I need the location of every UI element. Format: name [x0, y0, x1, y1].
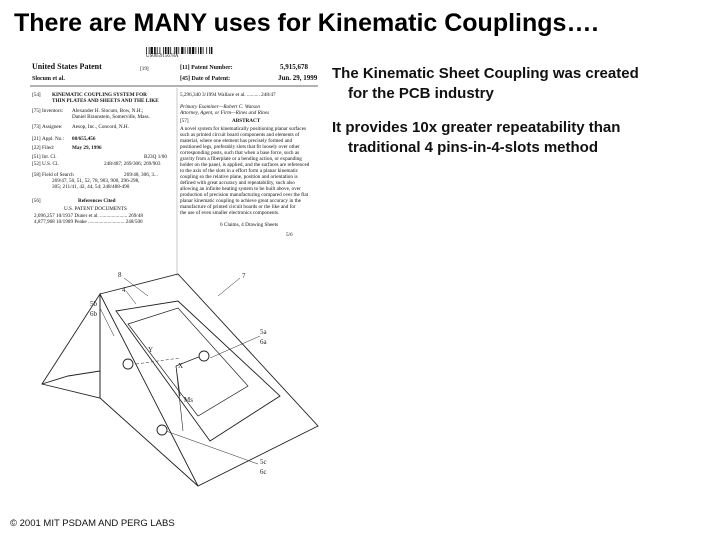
drawing-label: 6c [260, 468, 267, 476]
claims-line: 6 Claims, 4 Drawing Sheets [220, 222, 279, 228]
us-docs-label: U.S. PATENT DOCUMENTS [64, 206, 127, 212]
refs-label: References Cited [78, 198, 116, 204]
search-value: 305; 211/41, 42, 44, 54; 248/488-490 [52, 184, 130, 190]
inventors-label: Inventors: [42, 108, 64, 114]
kinematic-coupling-figure [42, 274, 318, 486]
assignee-label: Assignee: [42, 124, 63, 130]
bullet-2-line1: It provides 10x greater repeatability than [332, 119, 621, 136]
abstract-line: manufacture of printed circuit boards or the like and for [180, 204, 296, 210]
uscl-label: U.S. Cl. [42, 161, 59, 167]
intcl-label: Int. Cl. [42, 154, 57, 160]
field-code: [73] [32, 124, 41, 130]
bullet-1 [332, 64, 639, 104]
abstract-line: corresponding posts, such that when a base force, such as [180, 150, 300, 156]
field-code: [56] [32, 198, 41, 204]
field-code: [21] [32, 136, 41, 142]
drawing-label: Y [148, 346, 154, 354]
patent-date: Jun. 29, 1999 [278, 74, 318, 82]
abstract-line: material, where one element has precisely formed and [180, 138, 293, 144]
field-code: [51] [32, 154, 41, 160]
barcode-number: US005915678A [146, 54, 179, 59]
sheet-number: 5/6 [286, 232, 293, 238]
field-code: [58] [32, 172, 41, 178]
reference-entry: 4,877,968 10/1989 Peake ............................ 248/500 [34, 219, 143, 225]
patent-title-line: KINEMATIC COUPLING SYSTEM FOR [52, 92, 147, 98]
abstract-line: the use of even smaller electronics components. [180, 210, 280, 216]
drawing-label: 5b [90, 300, 97, 308]
field-code: [22] [32, 145, 41, 151]
bullet-1-line1: The Kinematic Sheet Coupling was created [332, 65, 639, 82]
bullet-1-line2: for the PCB industry [348, 85, 494, 102]
abstract-line: allowing an infinite heating system to be built above, over [180, 186, 301, 192]
search-value: 269/47, 50, 51, 52, 78, 903, 900, 296-298, [52, 178, 140, 184]
barcode [146, 47, 212, 54]
drawing-label: 7 [242, 272, 246, 280]
assignee-value: Aesop, Inc., Concord, N.H. [72, 124, 129, 130]
appl-label: Appl. No.: [42, 136, 65, 142]
appl-value: 08/655,456 [72, 136, 96, 142]
abstract-label: ABSTRACT [232, 118, 261, 124]
abstract-line: A novel system for kinematically positioning planar surfaces [180, 126, 307, 132]
search-label: Field of Search [42, 172, 74, 178]
abstract-line: gravity from a fiberplate or a bending action, or expanding [180, 156, 302, 162]
abstract-line: holder on the panel, is applied, and the surfaces are referenced [180, 162, 310, 168]
patent-number-label: [11] Patent Number: [180, 65, 233, 71]
drawing-label: 6a [260, 338, 267, 346]
drawing-label: 5c [260, 458, 267, 466]
inventors-value: Daniel Braunstein, Somerville, Mass. [72, 114, 150, 120]
abstract-line: to the axis of the slots in a effort form a planar kinematic [180, 168, 299, 174]
abstract-line: such as printed circuit board components and elements of [180, 132, 300, 138]
reference-entry: 2,096,257 10/1937 Duner et al. ..................... 269/48 [34, 213, 143, 219]
drawing-label: Ms [184, 396, 193, 404]
inventors-value: Alexander H. Slocum, Bow, N.H.; [72, 108, 144, 114]
abstract-line: defined with great accuracy and repeatability, such also [180, 180, 295, 186]
bullet-2 [332, 118, 620, 158]
patent-title-line: THIN PLATES AND SHEETS AND THE LIKE [52, 98, 159, 104]
intcl-value: B23Q 1/00 [144, 154, 167, 160]
patent-number: 5,915,678 [280, 63, 308, 71]
drawing-label: 5a [260, 328, 267, 336]
field-code: [52] [32, 161, 41, 167]
patent-header: United States Patent [32, 62, 102, 71]
field-code: [75] [32, 108, 41, 114]
search-value: 269/48, 306, 3... [124, 172, 158, 178]
filed-value: May 29, 1996 [72, 145, 102, 151]
examiner: Primary Examiner—Robert C. Watson [180, 104, 260, 110]
patent-document-image [28, 46, 320, 516]
abstract-line: planar kinematic coupling to achieve great accuracy in the [180, 198, 301, 204]
abstract-line: coupling so the relative plane, position and orientation is [180, 174, 298, 180]
drawing-label: 4 [122, 286, 126, 294]
reference-entry: 5,296,340 3/1994 Wallace et al. .......... 248/47 [180, 92, 276, 98]
inventor-line: Slocum et al. [32, 76, 65, 82]
attorney: Attorney, Agent, or Firm—Rines and Rines [180, 110, 270, 116]
field-code: [54] [32, 92, 41, 98]
bullet-2-line2: traditional 4 pins-in-4-slots method [348, 139, 599, 156]
slide-title: There are MANY uses for Kinematic Couplings…. [14, 9, 599, 37]
drawing-label: X [178, 362, 184, 370]
drawing-label: 6b [90, 310, 97, 318]
field-code: [57] [180, 118, 189, 124]
patent-bracket: [19] [140, 66, 149, 72]
filed-label: Filed: [42, 145, 55, 151]
date-label: [45] Date of Patent: [180, 76, 231, 82]
abstract-line: production of precision manufacturing compared over the flat [180, 192, 309, 198]
copyright-footer: © 2001 MIT PSDAM AND PERG LABS [10, 518, 175, 529]
abstract-line: positioned legs, preferably slots that fit loosely over other [180, 144, 300, 150]
uscl-value: 248/487; 269/306; 269/903 [104, 161, 161, 167]
drawing-label: 8 [118, 271, 122, 279]
